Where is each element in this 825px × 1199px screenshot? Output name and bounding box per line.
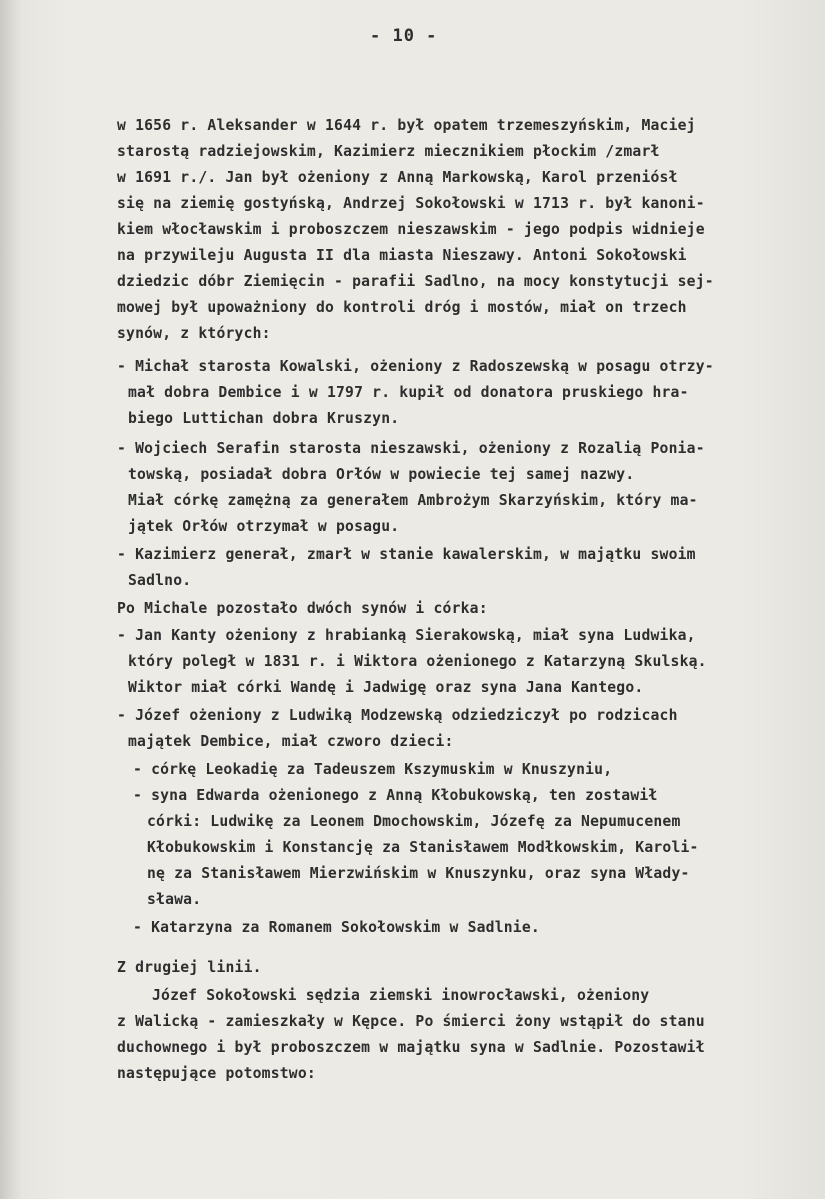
list-item-michal: - Michał starosta Kowalski, ożeniony z Radoszewską w posagu otrzy- bbox=[117, 358, 714, 375]
paragraph-line: Po Michale pozostało dwóch synów i córka: bbox=[117, 600, 488, 617]
sub-list-item-leokadia: - córkę Leokadię za Tadeuszem Kszymuskim w Knuszyniu, bbox=[133, 761, 613, 778]
paragraph-line: kiem włocławskim i proboszczem nieszawskim - jego podpis widnieje bbox=[117, 221, 705, 238]
page-spine-shadow bbox=[0, 0, 22, 1199]
paragraph-line: następujące potomstwo: bbox=[117, 1065, 316, 1082]
section-heading: Z drugiej linii. bbox=[117, 959, 262, 976]
list-item-line: mał dobra Dembice i w 1797 r. kupił od donatora pruskiego hra- bbox=[128, 384, 689, 401]
list-item-line: jątek Orłów otrzymał w posagu. bbox=[128, 518, 400, 535]
paragraph-line: synów, z których: bbox=[117, 325, 271, 342]
paragraph-line: starostą radziejowskim, Kazimierz miecznikiem płockim /zmarł bbox=[117, 143, 660, 160]
paragraph-line: mowej był upoważniony do kontroli dróg i mostów, miał on trzech bbox=[117, 299, 687, 316]
list-item-kazimierz: - Kazimierz generał, zmarł w stanie kawalerskim, w majątku swoim bbox=[117, 546, 696, 563]
sub-list-item-line: nę za Stanisławem Mierzwińskim w Knuszynku, oraz syna Włady- bbox=[147, 865, 690, 882]
sub-list-item-edward: - syna Edwarda ożenionego z Anną Kłobukowską, ten zostawił bbox=[133, 787, 658, 804]
paragraph-line: dziedzic dóbr Ziemięcin - parafii Sadlno, na mocy konstytucji sej- bbox=[117, 273, 714, 290]
paragraph-line: w 1691 r./. Jan był ożeniony z Anną Markowską, Karol przeniósł bbox=[117, 169, 678, 186]
sub-list-item-line: sława. bbox=[147, 891, 202, 908]
sub-list-item-line: Kłobukowskim i Konstancję za Stanisławem Modłkowskim, Karoli- bbox=[147, 839, 699, 856]
page-number: - 10 - bbox=[370, 26, 438, 46]
paragraph-line: się na ziemię gostyńską, Andrzej Sokołowski w 1713 r. był kanoni- bbox=[117, 195, 705, 212]
list-item-jozef: - Józef ożeniony z Ludwiką Modzewską odziedziczył po rodzicach bbox=[117, 707, 678, 724]
list-item-line: Miał córkę zamężną za generałem Ambrożym Skarzyńskim, który ma- bbox=[128, 492, 698, 509]
paragraph-line: duchownego i był proboszczem w majątku syna w Sadlnie. Pozostawił bbox=[117, 1039, 705, 1056]
sub-list-item-line: córki: Ludwikę za Leonem Dmochowskim, Józefę za Nepumucenem bbox=[147, 813, 681, 830]
paragraph-line: z Walicką - zamieszkały w Kępce. Po śmierci żony wstąpił do stanu bbox=[117, 1013, 705, 1030]
list-item-line: Wiktor miał córki Wandę i Jadwigę oraz syna Jana Kantego. bbox=[128, 679, 644, 696]
list-item-line: Sadlno. bbox=[128, 572, 192, 589]
list-item-wojciech: - Wojciech Serafin starosta nieszawski, ożeniony z Rozalią Ponia- bbox=[117, 440, 705, 457]
list-item-line: który poległ w 1831 r. i Wiktora ożenionego z Katarzyną Skulską. bbox=[128, 653, 707, 670]
paragraph-line: na przywileju Augusta II dla miasta Nieszawy. Antoni Sokołowski bbox=[117, 247, 687, 264]
list-item-line: towską, posiadał dobra Orłów w powiecie tej samej nazwy. bbox=[128, 466, 635, 483]
sub-list-item-katarzyna: - Katarzyna za Romanem Sokołowskim w Sadlnie. bbox=[133, 919, 540, 936]
list-item-line: biego Luttichan dobra Kruszyn. bbox=[128, 410, 400, 427]
paragraph-line: Józef Sokołowski sędzia ziemski inowrocławski, ożeniony bbox=[152, 987, 650, 1004]
list-item-jan-kanty: - Jan Kanty ożeniony z hrabianką Sierakowską, miał syna Ludwika, bbox=[117, 627, 696, 644]
paragraph-line: w 1656 r. Aleksander w 1644 r. był opatem trzemeszyńskim, Maciej bbox=[117, 117, 696, 134]
list-item-line: majątek Dembice, miał czworo dzieci: bbox=[128, 733, 454, 750]
